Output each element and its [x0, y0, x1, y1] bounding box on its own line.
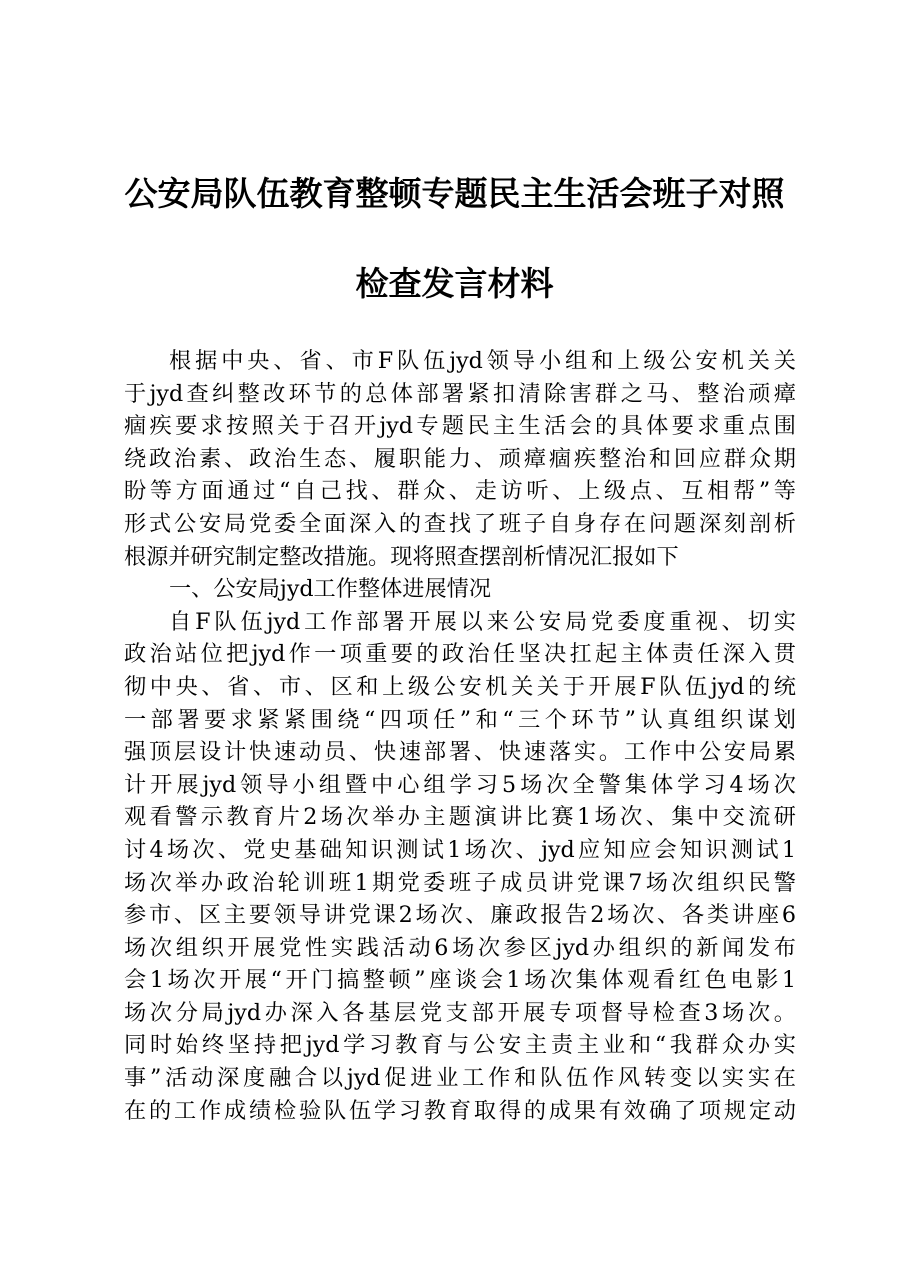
body-line: 参市、区主要领导讲党课2场次、廉政报告2场次、各类讲座6: [124, 902, 796, 929]
body-line: 形式公安局党委全面深入的查找了班子自身存在问题深刻剖析: [124, 510, 796, 537]
body-line: 于jyd查纠整改环节的总体部署紧扣清除害群之马、整治顽瘴: [124, 380, 796, 407]
document-title-line-1: 公安局队伍教育整顿专题民主生活会班子对照: [124, 174, 785, 213]
body-line: 在的工作成绩检验队伍学习教育取得的成果有效确了项规定动: [124, 1097, 796, 1124]
body-line: 观看警示教育片2场次举办主题演讲比赛1场次、集中交流研: [124, 804, 796, 831]
document-body: [124, 345, 796, 1127]
body-line: 一部署要求紧紧围绕“四项任”和“三个环节”认真组织谋划: [124, 706, 796, 733]
body-line: 根源并研究制定整改措施。现将照查摆剖析情况汇报如下: [124, 543, 679, 570]
body-line: 彻中央、省、市、区和上级公安机关关于开展F队伍jyd的统: [124, 673, 796, 700]
body-line: 会1场次开展“开门搞整顿”座谈会1场次集体观看红色电影1: [124, 967, 796, 994]
body-line: 自F队伍jyd工作部署开展以来公安局党委度重视、切实: [169, 608, 796, 635]
section-heading: 一、公安局jyd工作整体进展情况: [169, 576, 492, 603]
body-line: 计开展jyd领导小组暨中心组学习5场次全警集体学习4场次: [124, 771, 796, 798]
body-line: 场次分局jyd办深入各基层党支部开展专项督导检查3场次。: [124, 999, 796, 1026]
body-line: 讨4场次、党史基础知识测试1场次、jyd应知应会知识测试1: [124, 836, 796, 863]
body-line: 事”活动深度融合以jyd促进业工作和队伍作风转变以实实在: [124, 1065, 796, 1092]
body-line: 绕政治素、政治生态、履职能力、顽瘴痼疾整治和回应群众期: [124, 445, 796, 472]
body-line: 政治站位把jyd作一项重要的政治任坚决扛起主体责任深入贯: [124, 641, 796, 668]
body-line: 场次举办政治轮训班1期党委班子成员讲党课7场次组织民警: [124, 869, 796, 896]
body-line: 场次组织开展党性实践活动6场次参区jyd办组织的新闻发布: [124, 934, 796, 961]
body-line: 同时始终坚持把jyd学习教育与公安主责主业和“我群众办实: [124, 1032, 796, 1059]
body-line: 根据中央、省、市F队伍jyd领导小组和上级公安机关关: [169, 348, 796, 374]
document-title-line-2: 检查发言材料: [355, 264, 554, 303]
body-line: 痼疾要求按照关于召开jyd专题民主生活会的具体要求重点围: [124, 413, 796, 440]
body-line: 盼等方面通过“自己找、群众、走访听、上级点、互相帮”等: [124, 478, 796, 505]
body-line: 强顶层设计快速动员、快速部署、快速落实。工作中公安局累: [124, 739, 796, 766]
